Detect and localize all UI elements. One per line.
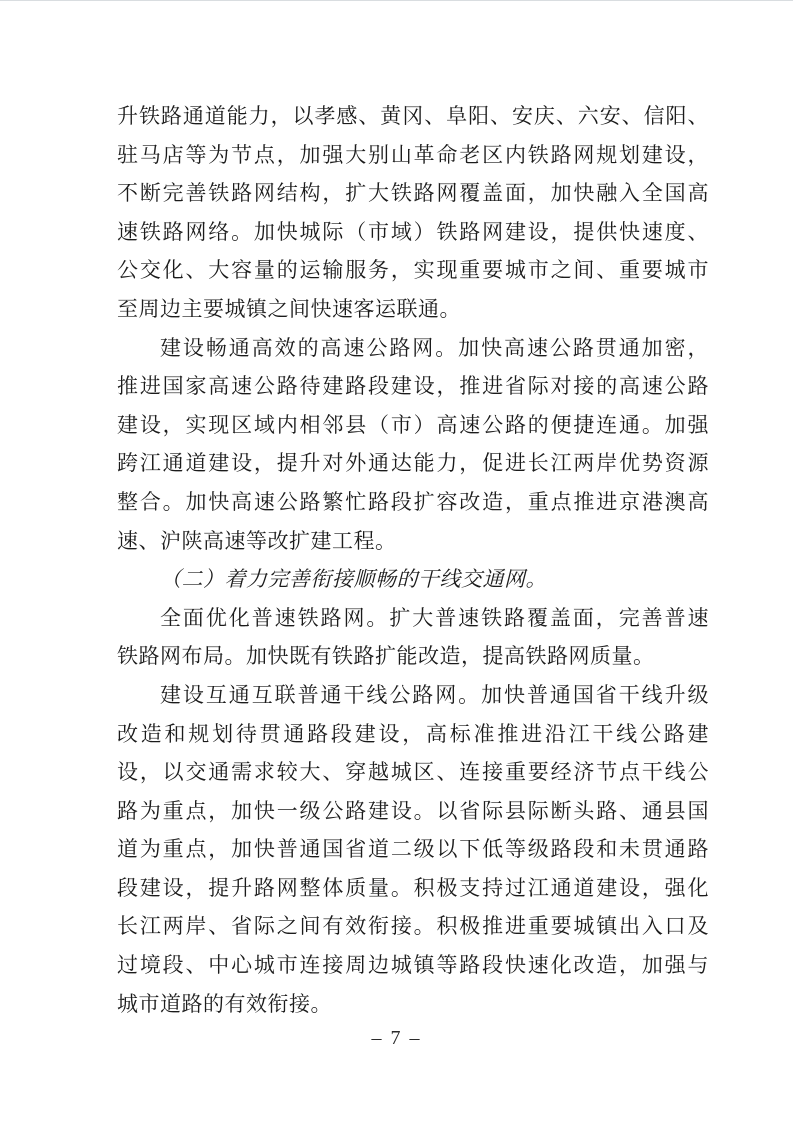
text-line: 至周边主要城镇之间快速客运联通。 <box>117 296 461 321</box>
text-line: 长江两岸、省际之间有效衔接。积极推进重要城镇出入口及 <box>117 914 709 939</box>
text-line: 速、沪陕高速等改扩建工程。 <box>117 528 397 553</box>
text-line: 城市道路的有效衔接。 <box>117 991 332 1016</box>
text-line: 整合。加快高速公路繁忙路段扩容改造，重点推进京港澳高 <box>117 489 709 514</box>
text-line: 段建设，提升路网整体质量。积极支持过江通道建设，强化 <box>117 875 709 900</box>
document-body <box>117 97 709 1023</box>
text-line: 跨江通道建设，提升对外通达能力，促进长江两岸优势资源 <box>117 451 709 476</box>
text-line: 路为重点，加快一级公路建设。以省际县际断头路、通县国 <box>117 798 709 823</box>
text-line: 建设，实现区域内相邻县（市）高速公路的便捷连通。加强 <box>117 412 709 437</box>
text-line: 全面优化普速铁路网。扩大普速铁路覆盖面，完善普速 <box>160 605 709 630</box>
page-number: – 7 – <box>371 1027 422 1049</box>
text-line: 驻马店等为节点，加强大别山革命老区内铁路网规划建设， <box>117 142 709 167</box>
text-line: 建设互通互联普通干线公路网。加快普通国省干线升级 <box>160 682 709 707</box>
text-line: 速铁路网络。加快城际（市域）铁路网建设，提供快速度、 <box>117 219 709 244</box>
text-line: 升铁路通道能力，以孝感、黄冈、阜阳、安庆、六安、信阳、 <box>117 104 709 128</box>
text-line: 推进国家高速公路待建路段建设，推进省际对接的高速公路 <box>117 374 709 399</box>
text-line: 过境段、中心城市连接周边城镇等路段快速化改造，加强与 <box>117 953 709 978</box>
section-heading: （二）着力完善衔接顺畅的干线交通网。 <box>160 567 547 592</box>
text-line: 铁路网布局。加快既有铁路扩能改造，提高铁路网质量。 <box>117 644 655 669</box>
text-line: 建设畅通高效的高速公路网。加快高速公路贯通加密， <box>160 335 709 360</box>
text-line: 设，以交通需求较大、穿越城区、连接重要经济节点干线公 <box>117 760 709 785</box>
text-line: 道为重点，加快普通国省道二级以下低等级路段和未贯通路 <box>117 837 709 862</box>
text-line: 公交化、大容量的运输服务，实现重要城市之间、重要城市 <box>117 258 709 283</box>
text-line: 不断完善铁路网结构，扩大铁路网覆盖面，加快融入全国高 <box>117 181 709 206</box>
text-line: 改造和规划待贯通路段建设，高标准推进沿江干线公路建 <box>117 721 709 746</box>
